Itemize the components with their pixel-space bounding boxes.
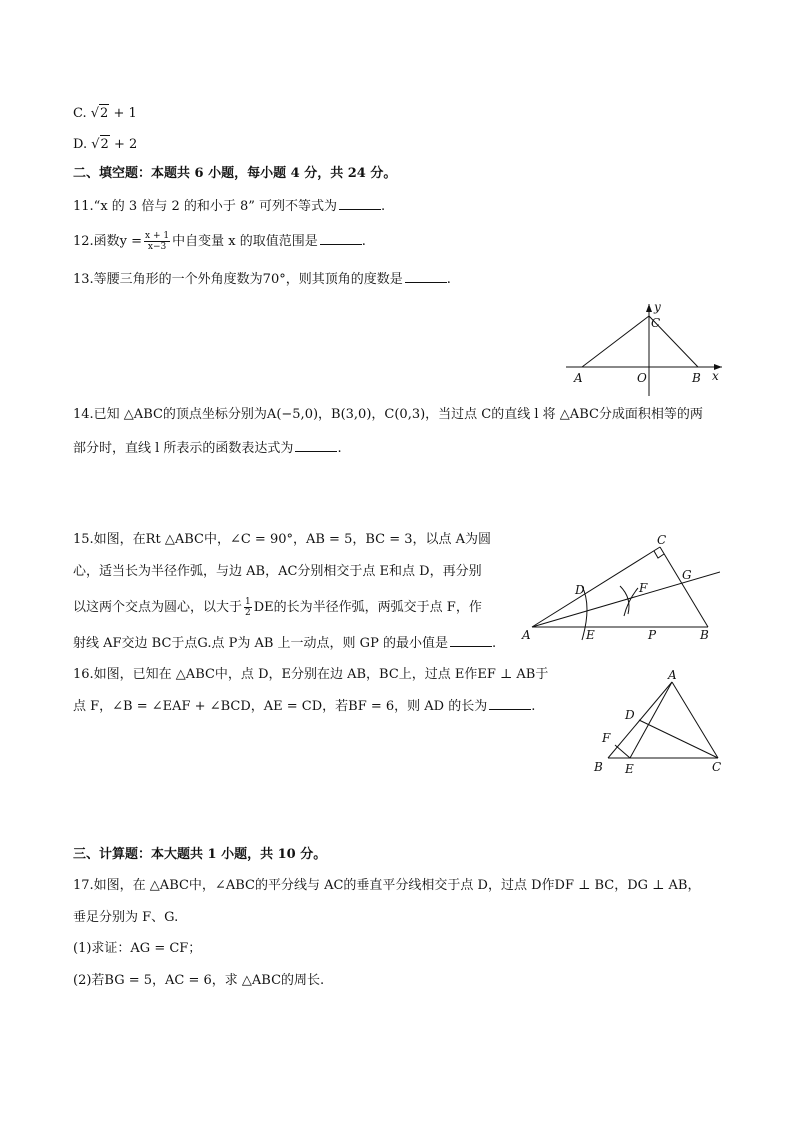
label-f: F	[639, 581, 648, 595]
answer-blank	[489, 697, 531, 710]
question-17-line1: 17.如图，在 △ABC中，∠ABC的平分线与 AC的垂直平分线相交于点 D，过点 D作DF ⊥ BC，DG ⊥ AB，	[73, 878, 701, 893]
question-17-part1: (1)求证：AG = CF；	[73, 941, 202, 956]
answer-blank	[405, 270, 447, 283]
label-d: D	[575, 583, 585, 597]
answer-blank	[339, 197, 381, 210]
figure-q14	[562, 300, 732, 396]
label-o: O	[637, 371, 647, 385]
label-f: F	[602, 731, 611, 745]
question-13: 13.等腰三角形的一个外角度数为70°，则其顶角的度数是 .	[73, 272, 451, 287]
label-c: C	[657, 533, 667, 547]
label-b: B	[700, 628, 709, 642]
radicand: 2	[100, 137, 109, 152]
label-a: A	[668, 668, 677, 682]
label-p: P	[648, 628, 657, 642]
label-b: B	[594, 760, 603, 774]
label-x: x	[712, 369, 719, 383]
question-15-line4: 射线 AF交边 BC于点G.点 P为 AB 上一动点，则 GP 的最小值是 .	[73, 636, 497, 651]
question-15-line1: 15.如图，在Rt △ABC中，∠C = 90°，AB = 5，BC = 3，以点 A为圆	[73, 532, 492, 547]
answer-blank	[320, 232, 362, 245]
question-11: 11.“x 的 3 倍与 2 的和小于 8” 可列不等式为 .	[73, 199, 386, 214]
figure-q15	[520, 528, 720, 648]
question-12: 12.函数y = $\frac{x + 1}{x-3}$ 中自变量 x 的取值范围是 .	[73, 231, 366, 252]
label-d: D	[625, 708, 635, 722]
figure-q16	[590, 668, 740, 778]
label-a: A	[574, 371, 583, 385]
section3-heading: 三、计算题：本大题共 1 小题，共 10 分。	[73, 847, 327, 862]
label-a: A	[522, 628, 531, 642]
question-17-line2: 垂足分别为 F、G.	[73, 910, 179, 925]
fraction: $\frac{1}{2}$	[245, 597, 251, 618]
question-15-line2: 心，适当长为半径作弧，与边 AB，AC分别相交于点 E和点 D，再分别	[73, 564, 482, 579]
fraction: $\frac{x + 1}{x-3}$	[145, 231, 170, 252]
question-16-line1: 16.如图，已知在 △ABC中，点 D，E分别在边 AB，BC上，过点 E作EF ⊥ AB于	[73, 667, 549, 682]
question-17-part2: (2)若BG = 5，AC = 6，求 △ABC的周长.	[73, 973, 325, 988]
label-y: y	[654, 300, 661, 314]
label-e: E	[586, 628, 595, 642]
label-e: E	[625, 762, 634, 776]
label-g: G	[682, 568, 692, 582]
label-c: C	[712, 760, 722, 774]
option-d: D. √2 + 2	[73, 137, 138, 152]
question-15-line3: 以这两个交点为圆心，以大于 $\frac{1}{2}$ DE的长为半径作弧，两弧交于点 F，作	[73, 597, 482, 618]
answer-blank	[450, 634, 492, 647]
section2-heading: 二、填空题：本题共 6 小题，每小题 4 分，共 24 分。	[73, 166, 397, 181]
label-c: C	[651, 316, 661, 330]
answer-blank	[295, 439, 337, 452]
question-14-line2: 部分时，直线 l 所表示的函数表达式为 .	[73, 441, 342, 456]
label-b: B	[692, 371, 701, 385]
question-14-line1: 14.已知 △ABC的顶点坐标分别为A(−5,0)，B(3,0)，C(0,3)，当过点 C的直线 l 将 △ABC分成面积相等的两	[73, 407, 703, 422]
question-16-line2: 点 F，∠B = ∠EAF + ∠BCD，AE = CD，若BF = 6，则 AD 的长为 .	[73, 699, 536, 714]
radicand: 2	[100, 106, 109, 121]
option-c: C. √2 + 1	[73, 106, 137, 121]
